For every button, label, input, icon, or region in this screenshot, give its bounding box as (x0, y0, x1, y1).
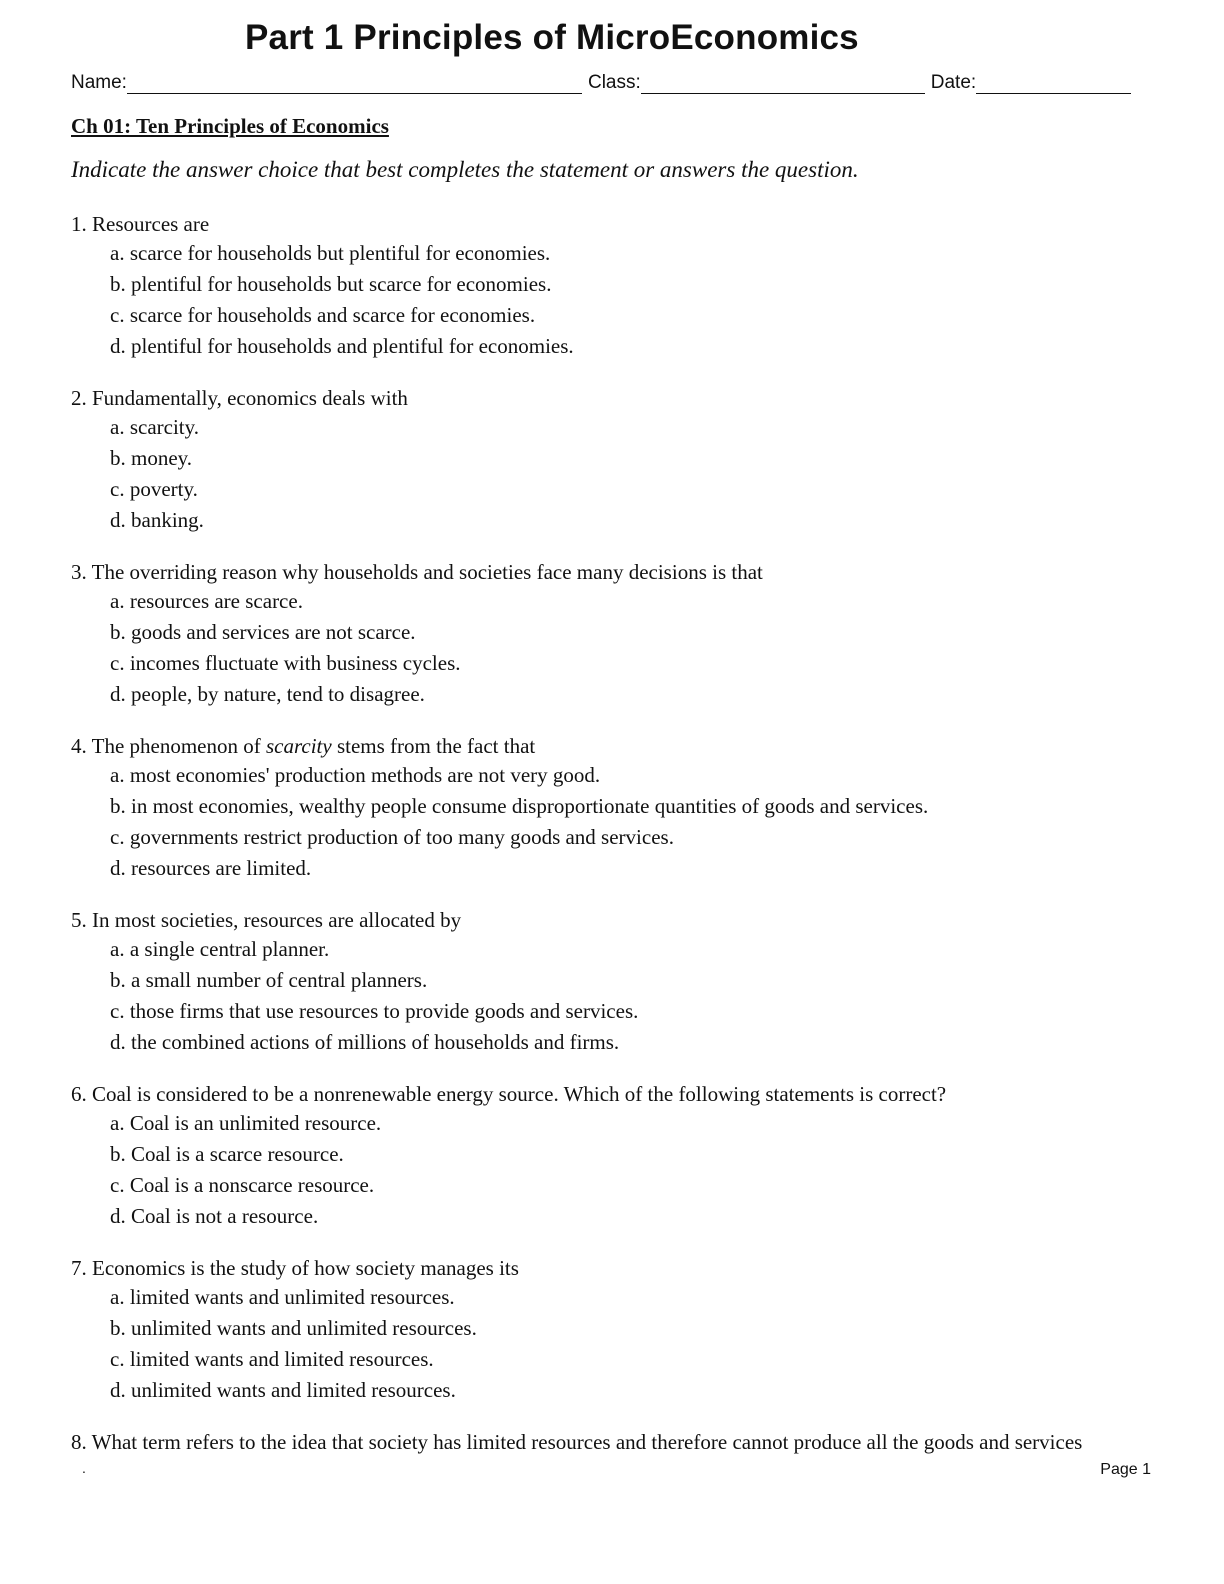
answer-option-a[interactable]: a. most economies' production methods are not very good. (110, 763, 601, 787)
answer-option-c[interactable]: c. incomes fluctuate with business cycles. (110, 651, 461, 675)
answer-option-c[interactable]: c. Coal is a nonscarce resource. (110, 1173, 375, 1197)
question-stem: 7. Economics is the study of how society manages its (71, 1256, 519, 1280)
question-1 (71, 210, 1171, 362)
answer-option-c[interactable]: c. those firms that use resources to provide goods and services. (110, 999, 639, 1023)
answer-option-c[interactable]: c. governments restrict production of too many goods and services. (110, 825, 674, 849)
question-2 (71, 384, 1171, 536)
question-list (71, 210, 1171, 1478)
question-stem: 2. Fundamentally, economics deals with (71, 386, 408, 410)
question-4 (71, 732, 1171, 884)
answer-option-a[interactable]: a. a single central planner. (110, 937, 330, 961)
class-label: Class: (587, 72, 641, 93)
date-label: Date: (930, 72, 977, 93)
question-stem: 5. In most societies, resources are allocated by (71, 908, 462, 932)
answer-option-c[interactable]: c. poverty. (110, 477, 198, 501)
answer-option-b[interactable]: b. unlimited wants and unlimited resources. (110, 1316, 477, 1340)
answer-option-d[interactable]: d. resources are limited. (110, 856, 312, 880)
page-title: Part 1 Principles of MicroEconomics (245, 18, 859, 57)
question-5 (71, 906, 1171, 1058)
answer-option-b[interactable]: b. money. (110, 446, 193, 470)
answer-option-a[interactable]: a. scarce for households but plentiful for economies. (110, 241, 551, 265)
question-stem: 6. Coal is considered to be a nonrenewable energy source. Which of the following statements is correct? (71, 1082, 947, 1106)
answer-option-a[interactable]: a. resources are scarce. (110, 589, 303, 613)
page-number: Page 1 (1100, 1461, 1151, 1478)
question-8 (71, 1428, 1171, 1456)
instructions-text: Indicate the answer choice that best completes the statement or answers the question. (71, 157, 859, 182)
answer-option-b[interactable]: b. in most economies, wealthy people consume disproportionate quantities of goods and services. (110, 794, 929, 818)
stem-text-after: stems from the fact that (331, 734, 536, 758)
chapter-title: Ch 01: Ten Principles of Economics (71, 114, 389, 138)
question-6 (71, 1080, 1171, 1232)
stem-text-before: 4. The phenomenon of (71, 734, 266, 758)
name-label: Name: (71, 72, 127, 93)
answer-option-c[interactable]: c. scarce for households and scarce for economies. (110, 303, 536, 327)
date-field-line[interactable] (976, 73, 1131, 94)
answer-option-b[interactable]: b. a small number of central planners. (110, 968, 428, 992)
answer-option-a[interactable]: a. limited wants and unlimited resources. (110, 1285, 455, 1309)
answer-option-d[interactable]: d. people, by nature, tend to disagree. (110, 682, 425, 706)
answer-option-d[interactable]: d. unlimited wants and limited resources. (110, 1378, 456, 1402)
class-field-line[interactable] (641, 73, 925, 94)
answer-option-c[interactable]: c. limited wants and limited resources. (110, 1347, 434, 1371)
question-3 (71, 558, 1171, 710)
question-7 (71, 1254, 1171, 1406)
answer-option-d[interactable]: d. the combined actions of millions of households and firms. (110, 1030, 620, 1054)
question-stem: 8. What term refers to the idea that society has limited resources and therefore cannot produce all the goods and services (71, 1430, 1083, 1454)
question-stem (71, 732, 1171, 760)
footer-mark: . (82, 1460, 86, 1476)
answer-option-d[interactable]: d. Coal is not a resource. (110, 1204, 319, 1228)
name-field-line[interactable] (127, 73, 582, 94)
student-info-fields (71, 72, 1143, 94)
answer-option-b[interactable]: b. goods and services are not scarce. (110, 620, 416, 644)
answer-option-a[interactable]: a. scarcity. (110, 415, 200, 439)
stem-emphasis: scarcity (266, 734, 332, 758)
answer-option-b[interactable]: b. plentiful for households but scarce for economies. (110, 272, 552, 296)
answer-option-d[interactable]: d. banking. (110, 508, 204, 532)
answer-option-d[interactable]: d. plentiful for households and plentiful for economies. (110, 334, 574, 358)
question-stem: 1. Resources are (71, 212, 210, 236)
answer-option-b[interactable]: b. Coal is a scarce resource. (110, 1142, 344, 1166)
question-stem: 3. The overriding reason why households and societies face many decisions is that (71, 560, 763, 584)
answer-option-a[interactable]: a. Coal is an unlimited resource. (110, 1111, 382, 1135)
